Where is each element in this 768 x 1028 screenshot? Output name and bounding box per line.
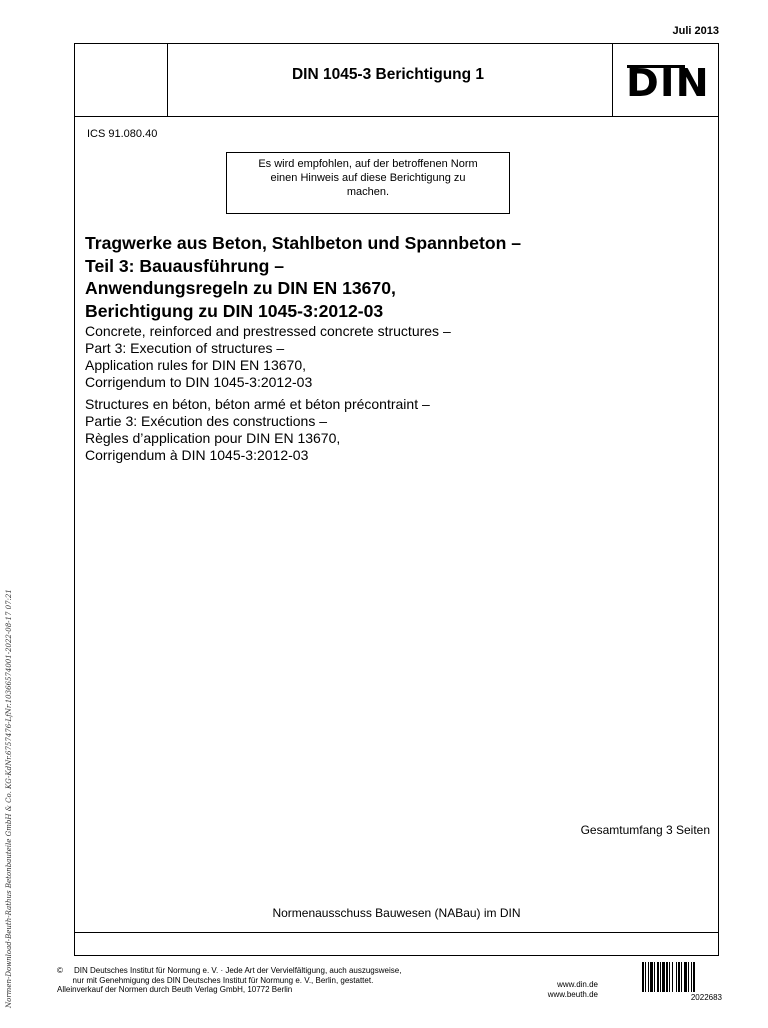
title-french-line: Structures en béton, béton armé et béton précontraint –	[85, 396, 430, 412]
barcode-bar	[688, 962, 689, 992]
barcode-bar	[660, 962, 661, 992]
barcode-bar	[691, 962, 692, 992]
title-english-line: Part 3: Execution of structures –	[85, 340, 285, 356]
publication-date: Juli 2013	[672, 25, 719, 37]
barcode-bar	[650, 962, 653, 992]
barcode-bar	[642, 962, 644, 992]
barcode-bar	[654, 962, 655, 992]
din-website-link[interactable]: www.din.de	[557, 980, 598, 989]
copyright-line: nur mit Genehmigung des DIN Deutsches Institut für Normung e. V., Berlin, gestattet.	[57, 975, 374, 985]
title-german-line: Tragwerke aus Beton, Stahlbeton und Spannbeton –	[85, 233, 521, 253]
barcode-bar	[678, 962, 680, 992]
copyright-line: © DIN Deutsches Institut für Normung e. V. · Jede Art der Vervielfältigung, auch auszugsweise,	[57, 966, 402, 975]
barcode-bar	[648, 962, 649, 992]
barcode-bar	[657, 962, 659, 992]
bottom-divider	[74, 932, 719, 933]
copyright-notice	[57, 966, 401, 995]
side-watermark-text: Normen-Download-Beuth-Rathus Betonbauteile GmbH & Co. KG-KdNr.6757476-LfNr.10366574001-2022-08-17 07:21	[5, 589, 13, 1008]
title-french	[85, 396, 430, 464]
beuth-website-link[interactable]: www.beuth.de	[547, 990, 598, 999]
header-divider	[74, 116, 719, 117]
ics-code: ICS 91.080.40	[87, 128, 158, 140]
header-right-divider	[612, 43, 613, 116]
barcode-bar	[645, 962, 646, 992]
copyright-line: Alleinverkauf der Normen durch Beuth Verlag GmbH, 10772 Berlin	[57, 985, 293, 994]
barcode-image	[642, 962, 708, 992]
corrigendum-note-box	[226, 152, 510, 214]
side-watermark	[5, 588, 19, 1028]
title-french-line: Corrigendum à DIN 1045-3:2012-03	[85, 447, 309, 463]
barcode-bar	[662, 962, 665, 992]
barcode-bar	[666, 962, 668, 992]
title-german	[85, 232, 521, 322]
barcode-bar	[672, 962, 673, 992]
note-line: einen Hinweis auf diese Berichtigung zu	[270, 172, 466, 184]
document-title: DIN 1045-3 Berichtigung 1	[291, 66, 485, 83]
committee-name: Normenausschuss Bauwesen (NABau) im DIN	[272, 906, 521, 920]
barcode-bar	[684, 962, 687, 992]
barcode-bar	[693, 962, 695, 992]
web-links	[520, 980, 598, 1000]
din-logo: DIN	[626, 61, 710, 105]
title-french-line: Règles d’application pour DIN EN 13670,	[85, 430, 341, 446]
title-german-line: Berichtigung zu DIN 1045-3:2012-03	[85, 300, 384, 321]
barcode-bar	[676, 962, 677, 992]
barcode-bar	[681, 962, 682, 992]
title-french-line: Partie 3: Exécution des constructions –	[85, 413, 328, 429]
note-line: machen.	[346, 186, 390, 198]
title-german-line: Anwendungsregeln zu DIN EN 13670,	[85, 278, 396, 298]
barcode-number: 2022683	[690, 993, 722, 1002]
title-german-line: Teil 3: Bauausführung –	[85, 255, 285, 276]
title-english-line: Application rules for DIN EN 13670,	[85, 357, 306, 373]
note-line: Es wird empfohlen, auf der betroffenen Norm	[258, 158, 478, 170]
title-english	[85, 323, 451, 391]
barcode-bar	[669, 962, 670, 992]
total-pages: Gesamtumfang 3 Seiten	[580, 823, 710, 837]
title-english-line: Concrete, reinforced and prestressed concrete structures –	[85, 323, 451, 339]
title-english-line: Corrigendum to DIN 1045-3:2012-03	[85, 374, 313, 390]
